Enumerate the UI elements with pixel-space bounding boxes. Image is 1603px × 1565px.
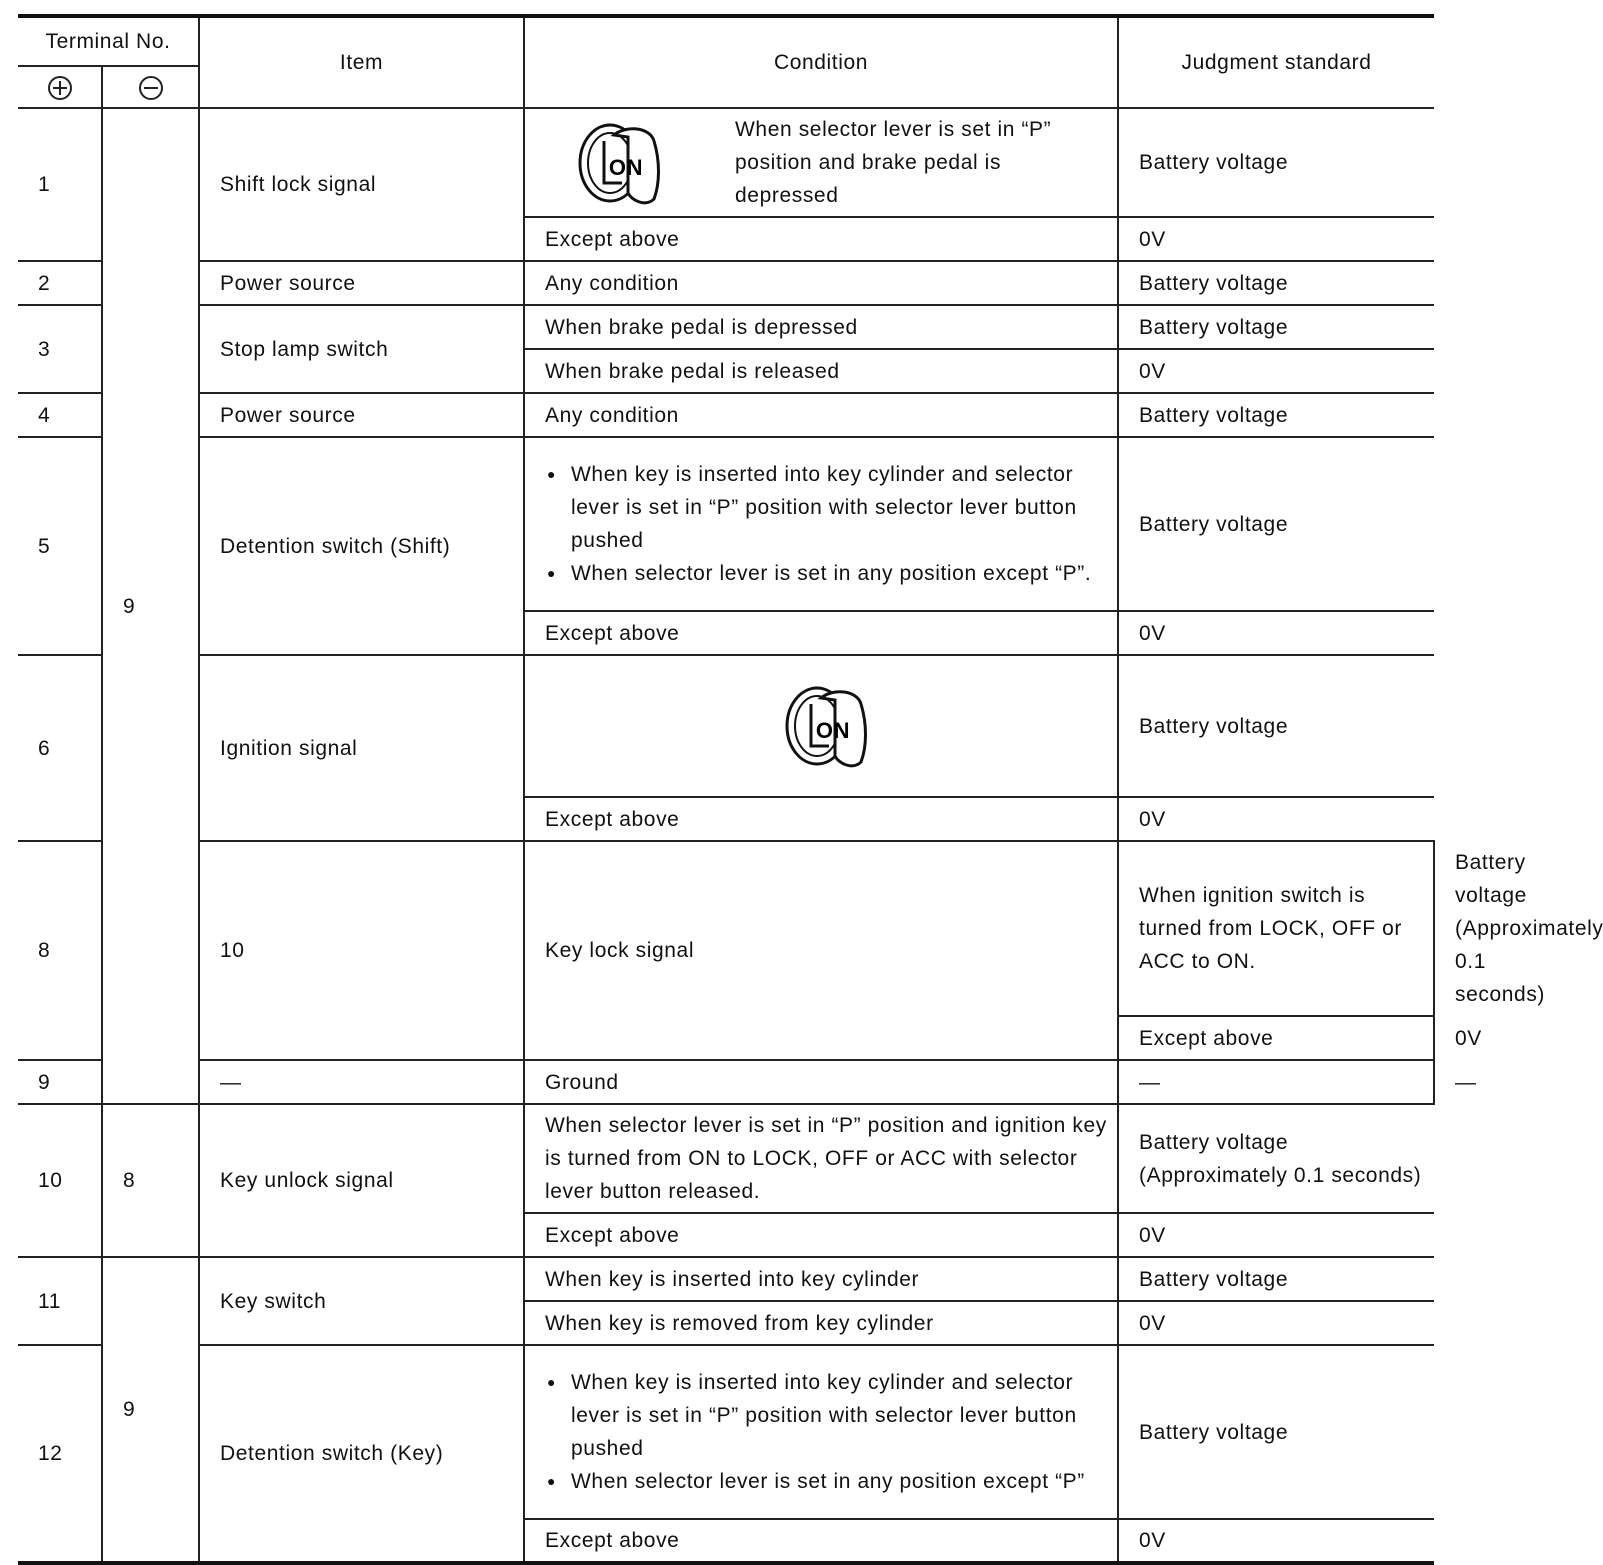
plus-terminal-cell: 12 — [18, 1345, 102, 1563]
condition-cell: Except above — [524, 797, 1118, 841]
judgment-cell: Battery voltage (Approximately 0.1 seconds) — [1118, 1104, 1434, 1213]
judgment-cell: 0V — [1118, 1301, 1434, 1345]
table-row — [18, 437, 1434, 611]
judgment-cell: Battery voltage — [1118, 305, 1434, 349]
minus-terminal-cell: 9 — [102, 1257, 199, 1563]
table-row — [18, 1104, 1434, 1213]
judgment-cell: Battery voltage — [1118, 261, 1434, 305]
condition-cell: Except above — [524, 1213, 1118, 1257]
condition-bullet-list — [545, 1366, 1109, 1498]
condition-cell: Except above — [1118, 1016, 1434, 1060]
item-cell: Ground — [524, 1060, 1118, 1104]
judgment-cell: Battery voltage — [1118, 1345, 1434, 1519]
minus-terminal-cell: — — [199, 1060, 524, 1104]
condition-cell: When key is removed from key cylinder — [524, 1301, 1118, 1345]
plus-terminal-cell: 8 — [18, 841, 102, 1060]
condition-cell: Except above — [524, 1519, 1118, 1563]
minus-column-header — [102, 66, 199, 108]
plus-terminal-cell: 4 — [18, 393, 102, 437]
condition-cell: Except above — [524, 611, 1118, 655]
plus-circle-icon — [48, 76, 72, 100]
ignition-key-on-icon — [781, 680, 873, 772]
judgment-cell: 0V — [1118, 1519, 1434, 1563]
condition-cell: — — [1118, 1060, 1434, 1104]
judgment-cell: Battery voltage — [1118, 1257, 1434, 1301]
judgment-cell: 0V — [1118, 217, 1434, 261]
condition-cell: Except above — [524, 217, 1118, 261]
table-row: Except above 0V — [18, 1016, 1434, 1060]
judgment-cell: 0V — [1118, 1213, 1434, 1257]
plus-terminal-cell: 11 — [18, 1257, 102, 1345]
plus-terminal-cell: 9 — [18, 1060, 102, 1104]
key-on-label: ON — [608, 154, 644, 180]
table-row — [18, 108, 1434, 217]
item-cell: Detention switch (Shift) — [199, 437, 524, 655]
judgment-cell: Battery voltage — [1118, 108, 1434, 217]
table-row: 8 10 Key lock signal When ignition switch is turned from LOCK, OFF or ACC to ON. Battery voltage (Approximately 0.1 seconds) — [18, 841, 1434, 1016]
minus-terminal-cell: 10 — [199, 841, 524, 1060]
condition-cell: When ignition switch is turned from LOCK, OFF or ACC to ON. — [1118, 841, 1434, 1016]
item-cell: Key switch — [199, 1257, 524, 1345]
plus-terminal-cell: 3 — [18, 305, 102, 393]
item-cell: Shift lock signal — [199, 108, 524, 261]
minus-terminal-cell: 9 — [102, 108, 199, 1104]
judgment-header: Judgment standard — [1118, 16, 1434, 108]
condition-cell: When key is inserted into key cylinder — [524, 1257, 1118, 1301]
table-row — [18, 305, 1434, 349]
terminal-inspection-table — [18, 14, 1603, 1565]
judgment-cell: 0V — [1118, 611, 1434, 655]
item-cell: Stop lamp switch — [199, 305, 524, 393]
condition-cell: Any condition — [524, 393, 1118, 437]
condition-bullet: ● When selector lever is set in any position except “P” — [545, 1465, 1109, 1498]
item-cell: Detention switch (Key) — [199, 1345, 524, 1563]
terminal-no-header: Terminal No. — [18, 16, 199, 66]
judgment-cell: Battery voltage — [1118, 655, 1434, 797]
condition-cell: When selector lever is set in “P” position and ignition key is turned from ON to LOCK, OFF or ACC with selector lever button released. — [524, 1104, 1118, 1213]
condition-cell: When brake pedal is depressed — [524, 305, 1118, 349]
ignition-key-on-icon — [574, 117, 666, 209]
condition-bullet-list — [545, 458, 1109, 590]
judgment-cell: Battery voltage — [1118, 393, 1434, 437]
table-row — [18, 393, 1434, 437]
item-cell: Power source — [199, 261, 524, 305]
condition-header: Condition — [524, 16, 1118, 108]
table-row — [18, 1345, 1434, 1519]
condition-bullet: ● When key is inserted into key cylinder and selector lever is set in “P” position with selector lever button pushed — [545, 458, 1109, 557]
judgment-cell: 0V — [1118, 797, 1434, 841]
condition-cell: When brake pedal is released — [524, 349, 1118, 393]
minus-terminal-cell: 8 — [102, 1104, 199, 1257]
plus-column-header — [18, 66, 102, 108]
table-row — [18, 655, 1434, 797]
item-cell: Ignition signal — [199, 655, 524, 841]
plus-terminal-cell: 6 — [18, 655, 102, 841]
plus-terminal-cell: 2 — [18, 261, 102, 305]
condition-bullet: ● When key is inserted into key cylinder and selector lever is set in “P” position with selector lever button pushed — [545, 1366, 1109, 1465]
condition-cell — [524, 437, 1118, 611]
condition-bullet: ● When selector lever is set in any position except “P”. — [545, 557, 1109, 590]
table-row — [18, 261, 1434, 305]
item-cell: Key lock signal — [524, 841, 1118, 1060]
key-on-label: ON — [815, 718, 851, 743]
item-cell: Key unlock signal — [199, 1104, 524, 1257]
minus-circle-icon — [139, 76, 163, 100]
item-header: Item — [199, 16, 524, 108]
plus-terminal-cell: 10 — [18, 1104, 102, 1257]
condition-cell — [524, 1345, 1118, 1519]
judgment-cell: 0V — [1118, 349, 1434, 393]
judgment-cell: Battery voltage — [1118, 437, 1434, 611]
table-row: 9 — Ground — — — [18, 1060, 1434, 1104]
condition-text: When selector lever is set in “P” position and brake pedal is depressed — [735, 118, 1052, 207]
plus-terminal-cell: 5 — [18, 437, 102, 655]
condition-cell — [524, 655, 1118, 797]
condition-cell — [524, 108, 1118, 217]
table-row — [18, 1257, 1434, 1301]
item-cell: Power source — [199, 393, 524, 437]
plus-terminal-cell: 1 — [18, 108, 102, 261]
condition-cell: Any condition — [524, 261, 1118, 305]
